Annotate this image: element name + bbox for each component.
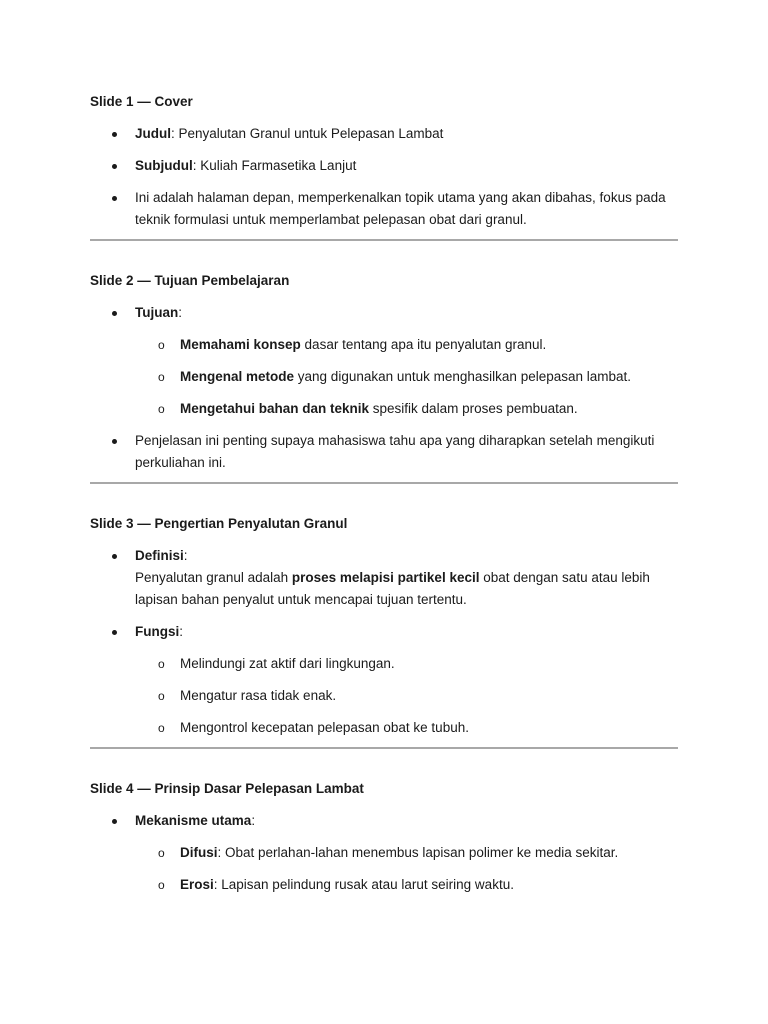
- slide-1-section: [90, 91, 678, 231]
- circle-bullet-icon: o: [158, 721, 165, 735]
- bullet-icon: [112, 132, 117, 137]
- slide-3-list: [90, 545, 678, 739]
- section-divider: [90, 747, 678, 749]
- bullet-icon: [112, 196, 117, 201]
- slide-4-section: [90, 778, 678, 896]
- circle-bullet-icon: o: [158, 846, 165, 860]
- sub-list-item: [90, 398, 678, 420]
- list-item-tujuan: [90, 302, 678, 324]
- definition-text: lapisan bahan penyalut untuk mencapai tujuan tertentu.: [135, 592, 467, 607]
- bullet-icon: [112, 439, 117, 444]
- tujuan-label: Tujuan: [135, 305, 179, 320]
- sub-item-bold: Memahami konsep: [180, 337, 301, 352]
- fungsi-label: Fungsi: [135, 624, 180, 639]
- sub-list-item: [90, 366, 678, 388]
- sub-list-item: [90, 334, 678, 356]
- subjudul-value: : Kuliah Farmasetika Lanjut: [192, 158, 357, 173]
- definisi-label: Definisi: [135, 548, 184, 563]
- judul-label: Judul: [135, 126, 171, 141]
- erosi-text: : Lapisan pelindung rusak atau larut seiring waktu.: [213, 877, 514, 892]
- sub-item-text: Mengatur rasa tidak enak.: [180, 688, 337, 703]
- sub-list-item: [90, 685, 678, 707]
- sub-item-bold: Mengetahui bahan dan teknik: [180, 401, 370, 416]
- sub-list-item: [90, 717, 678, 739]
- sub-item-text: yang digunakan untuk menghasilkan pelepasan lambat.: [294, 369, 632, 384]
- circle-bullet-icon: o: [158, 370, 165, 384]
- description-line: Penjelasan ini penting supaya mahasiswa tahu apa yang diharapkan setelah mengikuti: [135, 433, 655, 448]
- sub-item-text: dasar tentang apa itu penyalutan granul.: [300, 337, 547, 352]
- slide-4-list: [90, 810, 678, 896]
- slide-3-section: [90, 513, 678, 739]
- circle-bullet-icon: o: [158, 338, 165, 352]
- description-line: Ini adalah halaman depan, memperkenalkan topik utama yang akan dibahas, fokus pada: [135, 190, 666, 205]
- judul-value: : Penyalutan Granul untuk Pelepasan Lambat: [171, 126, 444, 141]
- slide-4-title: Slide 4 — Prinsip Dasar Pelepasan Lambat: [90, 781, 364, 796]
- section-divider: [90, 482, 678, 484]
- erosi-label: Erosi: [180, 877, 214, 892]
- slide-2-section: [90, 270, 678, 474]
- slide-3-title: Slide 3 — Pengertian Penyalutan Granul: [90, 516, 348, 531]
- bullet-icon: [112, 554, 117, 559]
- bullet-icon: [112, 311, 117, 316]
- difusi-text: : Obat perlahan-lahan menembus lapisan polimer ke media sekitar.: [217, 845, 619, 860]
- sub-item-text: Melindungi zat aktif dari lingkungan.: [180, 656, 395, 671]
- tujuan-colon: :: [178, 305, 183, 320]
- bullet-icon: [112, 164, 117, 169]
- sub-item-text: Mengontrol kecepatan pelepasan obat ke tubuh.: [180, 720, 469, 735]
- slide-2-list: [90, 302, 678, 474]
- definition-bold: proses melapisi partikel kecil: [291, 570, 480, 585]
- circle-bullet-icon: o: [158, 689, 165, 703]
- description-line: teknik formulasi untuk memperlambat pelepasan obat dari granul.: [135, 212, 527, 227]
- definisi-colon: :: [183, 548, 188, 563]
- sub-list-item: [90, 653, 678, 675]
- sub-item-bold: Mengenal metode: [180, 369, 295, 384]
- circle-bullet-icon: o: [158, 657, 165, 671]
- definition-text: Penyalutan granul adalah: [135, 570, 292, 585]
- circle-bullet-icon: o: [158, 402, 165, 416]
- list-item-description: [90, 187, 678, 231]
- mekanisme-colon: :: [251, 813, 256, 828]
- bullet-icon: [112, 630, 117, 635]
- list-item-definisi: [90, 545, 678, 611]
- list-item-subjudul: [90, 155, 678, 177]
- slide-1-title: Slide 1 — Cover: [90, 94, 193, 109]
- document-body: [90, 91, 678, 896]
- slide-2-title: Slide 2 — Tujuan Pembelajaran: [90, 273, 290, 288]
- list-item-fungsi: [90, 621, 678, 643]
- slide-1-list: [90, 123, 678, 231]
- list-item-judul: [90, 123, 678, 145]
- sub-item-text: spesifik dalam proses pembuatan.: [369, 401, 578, 416]
- sub-list-item: [90, 874, 678, 896]
- list-item-description: [90, 430, 678, 474]
- sub-list-item: [90, 842, 678, 864]
- description-line: perkuliahan ini.: [135, 455, 226, 470]
- bullet-icon: [112, 819, 117, 824]
- circle-bullet-icon: o: [158, 878, 165, 892]
- section-divider: [90, 239, 678, 241]
- definition-text: obat dengan satu atau lebih: [479, 570, 650, 585]
- list-item-mekanisme: [90, 810, 678, 832]
- difusi-label: Difusi: [180, 845, 218, 860]
- subjudul-label: Subjudul: [135, 158, 193, 173]
- fungsi-colon: :: [179, 624, 184, 639]
- mekanisme-label: Mekanisme utama: [135, 813, 252, 828]
